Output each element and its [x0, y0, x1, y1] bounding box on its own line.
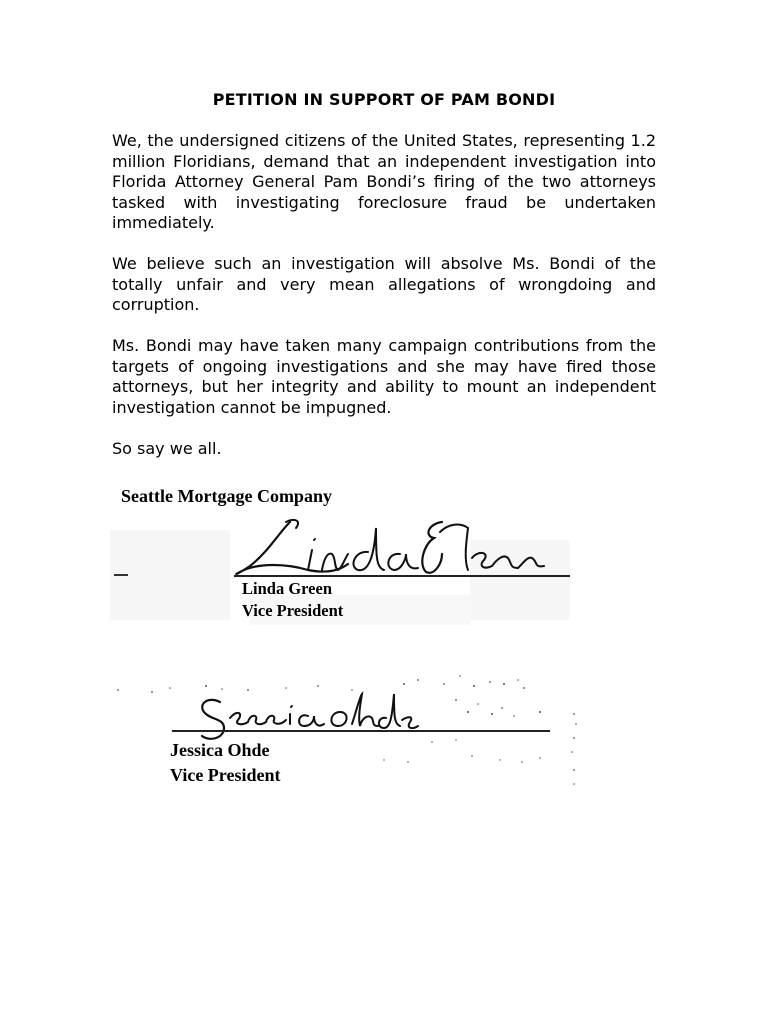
signer-2-name: Jessica Ohde — [170, 740, 270, 760]
signer-1-title: Vice President — [242, 601, 344, 620]
company-name: Seattle Mortgage Company — [121, 486, 332, 506]
paragraph-1: We, the undersigned citizens of the United States, representing 1.2 million Floridians, demand that an independent investigation into Florida Attorney General Pam Bondi’s firing of the two attorneys tasked with investigating foreclosure fraud be undertaken immediately. — [112, 131, 656, 232]
signer-2-title: Vice President — [170, 765, 281, 785]
signer-1-name: Linda Green — [242, 579, 333, 598]
signature-line-2 — [172, 730, 550, 732]
paragraph-3: Ms. Bondi may have taken many campaign contributions from the targets of ongoing investigations and she may have fired those attorneys, but her integrity and ability to mount an independent investigation cannot be impugned. — [112, 336, 656, 417]
signature-jessica-ohde — [190, 688, 420, 743]
signer-block-2 — [170, 738, 280, 788]
paragraph-2: We believe such an investigation will absolve Ms. Bondi of the totally unfair and very mean allegations of wrongdoing and corruption. — [112, 254, 656, 314]
document-title: PETITION IN SUPPORT OF PAM BONDI — [212, 90, 556, 109]
closing-line: So say we all. — [112, 438, 222, 458]
